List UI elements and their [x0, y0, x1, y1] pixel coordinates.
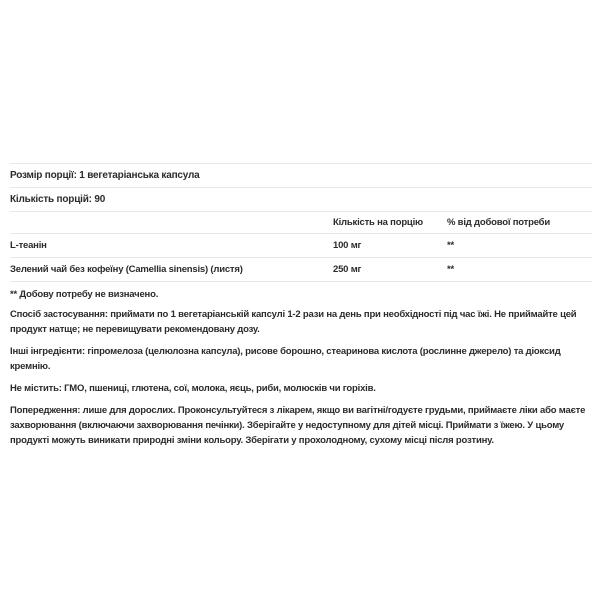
table-row — [10, 258, 592, 282]
free-of-paragraph: Не містить: ГМО, пшениці, глютена, сої, молока, яєць, риби, молюсків чи горіхів. — [10, 383, 376, 394]
ingredient-daily-value: ** — [447, 240, 454, 251]
serving-size-row — [10, 163, 592, 188]
ingredient-amount: 100 мг — [333, 240, 362, 251]
other-ingredients-paragraph: Інші інгредієнти: гіпромелоза (целюлозна капсула), рисове борошно, стеаринова кислота (рослинне джерело) та діоксид кремнію. — [10, 346, 561, 372]
warnings-paragraph: Попередження: лише для дорослих. Проконсультуйтеся з лікарем, якщо ви вагітні/годуєте грудьми, приймаєте ліки або маєте захворювання (включаючи захворювання печінки). Зберігайте у недоступному для дітей місці. Приймати з їжею. У цьому продукті можуть виникати природні зміни кольору. Зберігати у прохолодному, сухому місці після розтину. — [10, 405, 586, 446]
table-row — [10, 234, 592, 258]
ingredient-name: L-теанін — [10, 240, 47, 251]
ingredient-amount: 250 мг — [333, 264, 362, 275]
servings-per-container-text: Кількість порцій: 90 — [10, 194, 106, 205]
ingredient-name: Зелений чай без кофеїну (Camellia sinensis) (листя) — [10, 264, 243, 275]
supplement-facts-sheet — [10, 163, 592, 448]
daily-value-column-header: % від добової потреби — [447, 217, 550, 228]
ingredient-daily-value: ** — [447, 264, 454, 275]
daily-value-footnote: ** Добову потребу не визначено. — [10, 289, 159, 300]
supplement-facts-table — [10, 163, 592, 300]
serving-size-text: Розмір порції: 1 вегетаріанська капсула — [10, 170, 200, 181]
directions-paragraph: Спосіб застосування: приймати по 1 вегетаріанській капсулі 1-2 рази на день при необхідності під час їжі. Не приймайте цей продукт натще; не перевищувати рекомендовану дозу. — [10, 309, 577, 335]
table-header-row — [10, 212, 592, 234]
amount-column-header: Кількість на порцію — [333, 217, 423, 228]
servings-per-container-row — [10, 188, 592, 212]
